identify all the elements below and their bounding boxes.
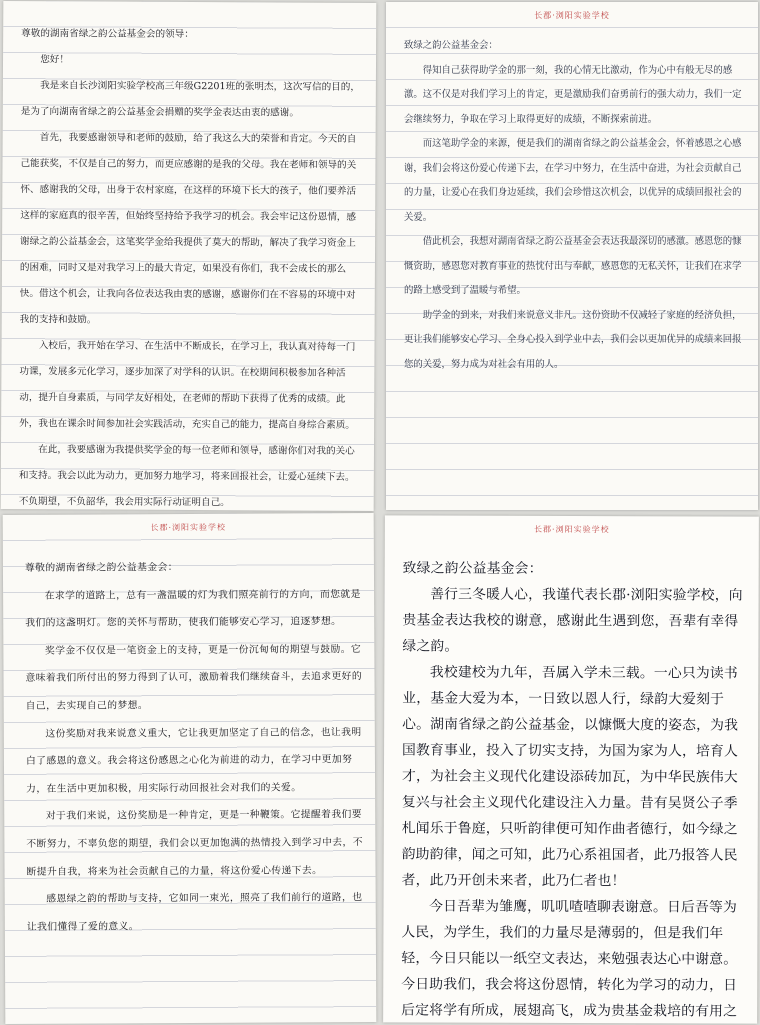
letter-paragraph: 首先，我要感谢领导和老师的鼓励，给了我这么大的荣誉和肯定。今天的自己能获奖，不仅是自己的努力，而更应感谢的是我的父母。我在老师和领导的关怀、感谢我的父母，出身于农村家庭，在这样的环境下长大的孩子，他们要养活这样的家庭真的很辛苦，但始终坚持给予我学习的机会。我会牢记这份恩情，感谢绿之韵公益基金会，这笔奖学金给我提供了莫大的帮助，解决了我学习资金上的困难，同时又是对我学习上的最大肯定，如果没有你们，我不会成长的那么快。借这个机会，让我向各位表达我由衷的感谢，感谢你们在不容易的环境中对我的支持和鼓励。 <box>19 132 357 326</box>
letter-paragraph: 我是来自长沙浏阳实验学校高三年级G2201班的张明杰，这次写信的目的，是为了向湖南省绿之韵公益基金会捐赠的奖学金表达由衷的感谢。 <box>20 80 361 119</box>
letter-salutation: 致绿之韵公益基金会： <box>402 560 543 577</box>
letter-body <box>18 21 364 511</box>
letter-paragraph: 奖学金不仅仅是一笔资金上的支持，更是一份沉甸甸的期望与鼓励。它意味着我们所付出的努力得到了认可，激励着我们继续奋斗，去追求更好的自己，去实现自己的梦想。 <box>25 643 363 712</box>
letter-salutation: 尊敬的湖南省绿之韵公益基金会： <box>24 562 178 574</box>
letter-paragraph: 这份奖励对我来说意义重大，它让我更加坚定了自己的信念，也让我明白了感恩的意义。我会将这份感恩之心化为前进的动力，在学习中更加努力，在生活中更加积极，用实际行动回报社会对我们的关爱。 <box>25 726 362 795</box>
school-letterhead: 长郡·浏阳实验学校 <box>534 524 610 535</box>
letter-paragraph: 我校建校为九年，吾属入学未三载。一心只为读书业，基金大爱为本，一日致以恩人行，绿韵大爱刻于心。湖南省绿之韵公益基金，以慷慨大度的姿态，为我国教育事业，投入了切实支持，为国为家为人，培育人才，为社会主义现代化建设添砖加瓦，为中华民族伟大复兴与社会主义现代化建设注入力量。昔有吴贤公子季札闻乐于鲁庭，只听韵律便可知作曲者德行，如今绿之韵助韵律，闻之可知，此乃心系祖国者，此乃报答人民者，此乃开创未来者，此乃仁者也！ <box>401 664 739 890</box>
letter-salutation: 尊敬的湖南省绿之韵公益基金会的领导： <box>21 28 194 41</box>
letter-paragraph: 今日吾辈为雏鹰，叽叽喳喳聊表谢意。日后吾等为人民，为学生，我们的力量尽是薄弱的，但是我们年轻，今日只能以一纸空文表达，来勉强表达心中谢意。今日助我们，我会将这份恩情，转化为学习的动力，日后定将学有所成，展翅高飞，成为贵基金栽培的有用之材！你若盛开，蝴蝶自来，带着一身勇气，这份恩情，我们用一辈子报答。 <box>401 898 738 1020</box>
letter-paragraph: 助学金的到来，对我们来说意义非凡。这份资助不仅减轻了家庭的经济负担，更让我们能够安心学习、全身心投入到学业中去，我们会以更加优异的成绩来回报您的关爱，努力成为对社会有用的人。 <box>404 309 742 370</box>
letter-salutation: 致绿之韵公益基金会： <box>404 40 498 51</box>
letter-body <box>401 555 747 1023</box>
letter-paragraph: 善行三冬暖人心，我谨代表长郡·浏阳实验学校，向贵基金表达我校的谢意，感谢此生遇到您，吾辈有幸得绿之韵。 <box>402 586 743 655</box>
letter-page-1 <box>1 1 377 511</box>
letter-body <box>25 553 364 941</box>
letter-page-4 <box>383 515 759 1023</box>
letter-paragraph: 入校后，我开始在学习、在生活中不断成长，在学习上，我认真对待每一门功课，发展多元化学习，逐步加深了对学科的认识。在校期间积极参加各种活动，提升自身素质，与同学友好相处，在老师的帮助下获得了优秀的成绩。此外，我也在课余时间参加社会实践活动，充实自己的能力，提高自身综合素质。 <box>19 340 356 431</box>
letter-paragraph: 您好！ <box>40 54 70 66</box>
letter-paragraph: 在此，我要感谢为我提供奖学金的每一位老师和领导，感谢你们对我的关心和支持。我会以此为动力，更加努力地学习，将来回报社会，让爱心延续下去。不负期望，不负韶华，我会用实际行动证明自己。 <box>18 444 355 509</box>
letter-body <box>404 34 746 377</box>
school-letterhead: 长郡·浏阳实验学校 <box>150 522 227 533</box>
letter-paragraph: 而这笔助学金的来源，便是我们的湖南省绿之韵公益基金会，怀着感恩之心感谢，我们会将这份爱心传递下去，在学习中努力，在生活中奋进，为社会贡献自己的力量，让爱心在我们身边延续，我们会珍惜这次机会，以优异的成绩回报社会的关爱。 <box>404 138 742 223</box>
letter-page-2 <box>386 2 758 510</box>
letter-paragraph: 借此机会，我想对湖南省绿之韵公益基金会表达我最深切的感激。感恩您的慷慨资助，感恩您对教育事业的热忱付出与奉献，感恩您的无私关怀，让我们在求学的路上感受到了温暖与希望。 <box>404 236 742 296</box>
letter-paragraph: 对于我们来说，这份奖励是一种肯定，更是一种鞭策。它提醒着我们要不断努力，不辜负您的期望，我们会以更加饱满的热情投入到学习中去，不断提升自我，将来为社会贡献自己的力量，将这份爱心传递下去。 <box>26 809 363 878</box>
letter-page-3 <box>3 513 377 1024</box>
school-letterhead: 长郡·浏阳实验学校 <box>534 11 610 20</box>
letter-paragraph: 得知自己获得助学金的那一刻，我的心情无比激动，作为心中有般无尽的感激。这不仅是对我们学习上的肯定，更是激励我们奋勇前行的强大动力，我们一定会继续努力，争取在学习上取得更好的成绩，不断探索前进。 <box>404 64 742 125</box>
letter-paragraph: 在求学的道路上，总有一盏温暖的灯为我们照亮前行的方向，而您就是我们的这盏明灯。您的关怀与帮助，使我们能够安心学习，追逐梦想。 <box>25 588 361 630</box>
letter-paragraph: 感恩绿之韵的帮助与支持，它如同一束光，照亮了我们前行的道路，也让我们懂得了爱的意义。 <box>26 892 363 933</box>
